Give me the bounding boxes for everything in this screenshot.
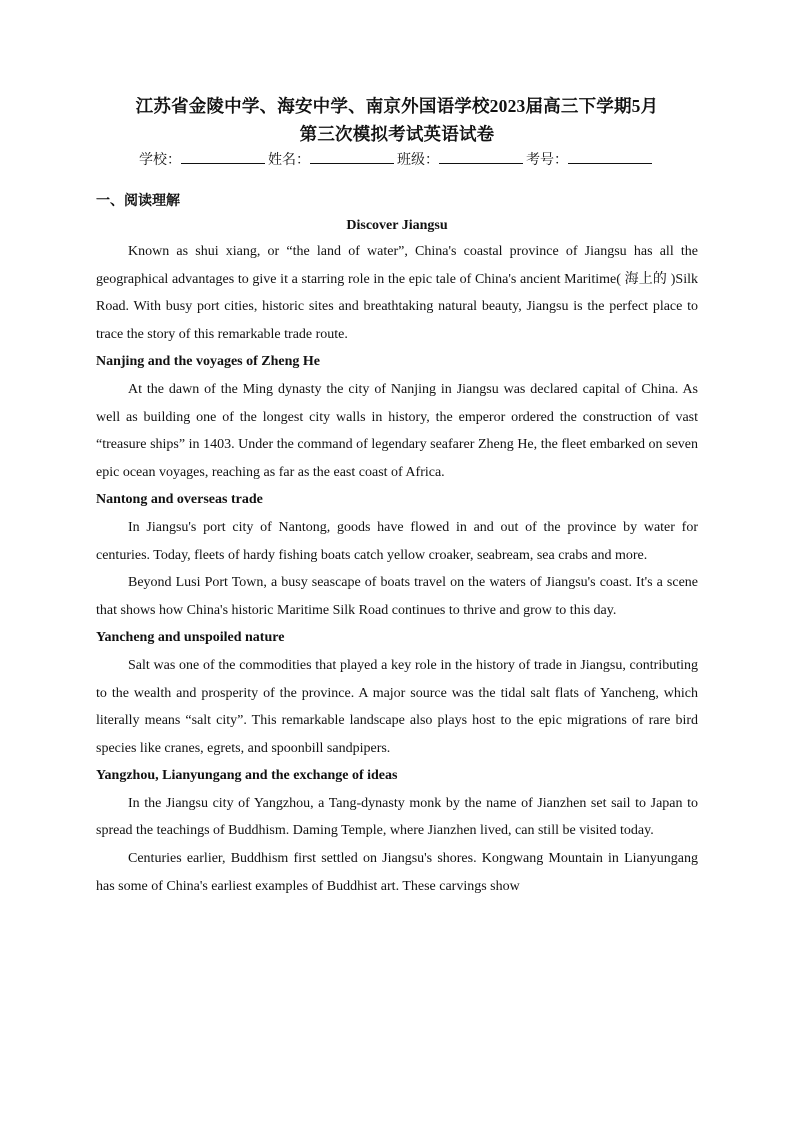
student-info-row	[96, 148, 698, 174]
section-heading: 一、阅读理解	[96, 194, 180, 209]
exam-title-line1: 江苏省金陵中学、海安中学、南京外国语学校2023届高三下学期5月	[135, 96, 659, 116]
article-title: Discover Jiangsu	[346, 218, 448, 233]
paragraph-nanjing: At the dawn of the Ming dynasty the city of Nanjing in Jiangsu was declared capital of China. As well as building one of the longest city walls in history, the emperor ordered the construction of vast “treasure ships” in 1403. Under the command of legendary seafarer Zheng He, the fleet embarked on seven epic ocean voyages, reaching as far as the east coast of Africa.	[96, 381, 698, 480]
class-label: 班级：	[397, 153, 439, 168]
exam-title-line2: 第三次模拟考试英语试卷	[299, 124, 495, 144]
number-blank	[568, 149, 652, 164]
subheading-nanjing: Nanjing and the voyages of Zheng He	[96, 354, 321, 370]
paragraph-nantong-1: In Jiangsu's port city of Nantong, goods have flowed in and out of the province by water for centuries. Today, fleets of hardy fishing boats catch yellow croaker, seabream, sea crabs and more.	[96, 519, 698, 563]
paragraph-yancheng: Salt was one of the commodities that played a key role in the history of trade in Jiangsu, contributing to the wealth and prosperity of the province. A major source was the tidal salt flats of Yancheng, which literally means “salt city”. This remarkable landscape also plays host to the epic migrations of rare bird species like cranes, egrets, and spoonbill sandpipers.	[96, 657, 698, 756]
number-label: 考号：	[526, 153, 568, 168]
school-label: 学校：	[139, 153, 181, 168]
paragraph-yangzhou-2: Centuries earlier, Buddhism first settled on Jiangsu's shores. Kongwang Mountain in Lianyungang has some of China's earliest examples of Buddhist art. These carvings show	[96, 851, 698, 894]
intro-paragraph: Known as shui xiang, or “the land of water”, China's coastal province of Jiangsu has all the geographical advantages to give it a starring role in the epic tale of China's ancient Maritime( 海上的 )Silk Road. With busy port cities, historic sites and breathtaking natural beauty, Jiangsu is the perfect place to trace the story of this remarkable trade route.	[96, 244, 698, 342]
paragraph-nantong-2: Beyond Lusi Port Town, a busy seascape of boats travel on the waters of Jiangsu's coast. It's a scene that shows how China's historic Maritime Silk Road continues to thrive and grow to this day.	[96, 575, 698, 618]
subheading-yancheng: Yancheng and unspoiled nature	[96, 630, 285, 646]
school-blank	[181, 149, 265, 164]
class-blank	[439, 149, 523, 164]
name-blank	[310, 149, 394, 164]
document-page	[96, 92, 698, 900]
paragraph-yangzhou-1: In the Jiangsu city of Yangzhou, a Tang-dynasty monk by the name of Jianzhen set sail to Japan to spread the teachings of Buddhism. Daming Temple, where Jianzhen lived, can still be visited today.	[96, 795, 698, 839]
subheading-yangzhou: Yangzhou, Lianyungang and the exchange of ideas	[96, 768, 398, 784]
subheading-nantong: Nantong and overseas trade	[96, 492, 263, 508]
name-label: 姓名：	[268, 153, 310, 168]
